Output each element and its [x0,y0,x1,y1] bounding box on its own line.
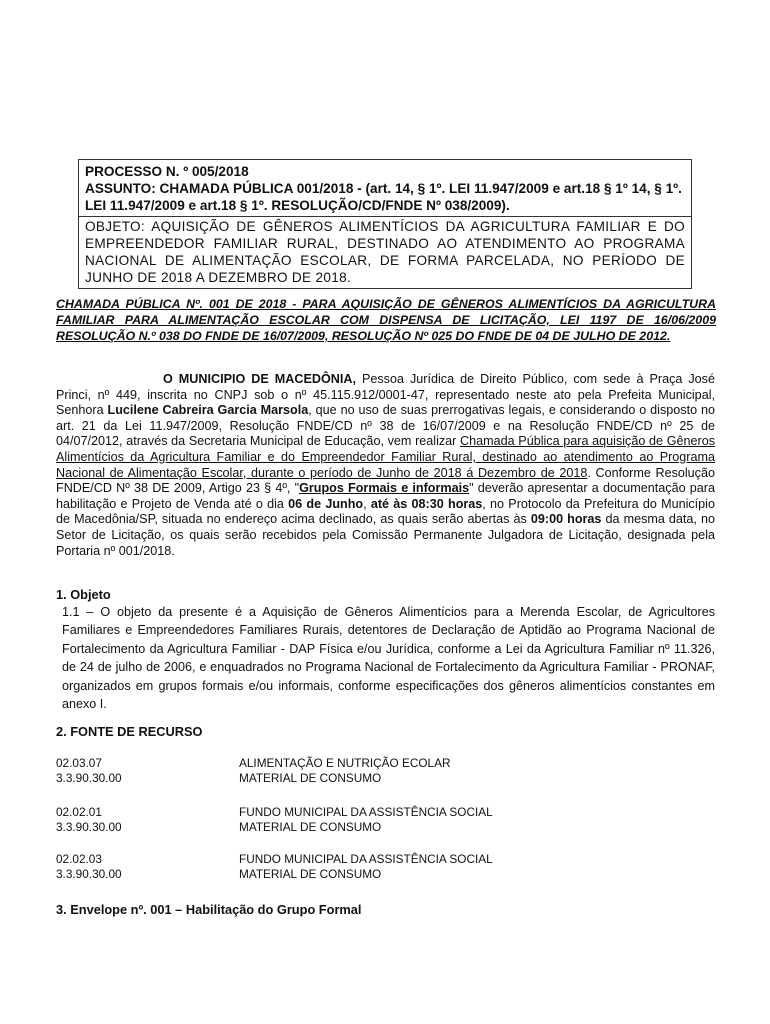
prefeita-name: Lucilene Cabreira Garcia Marsola [107,403,309,418]
fund-description: FUNDO MUNICIPAL DA ASSISTÊNCIA SOCIAL [239,805,493,819]
fund-code: 02.03.07 [56,756,102,770]
fund-element-description: MATERIAL DE CONSUMO [239,771,382,785]
fund-element-code: 3.3.90.30.00 [56,771,122,785]
fund-code: 02.02.03 [56,852,102,866]
intro-text-4: " deverão apresentar a documentação para habilitação e Projeto de Venda até o dia [56,481,715,511]
objeto-text: OBJETO: AQUISIÇÃO DE GÊNEROS ALIMENTÍCIOS DA AGRICULTURA FAMILIAR E DO EMPREENDEDOR FAMILIAR RURAL, DESTINADO AO ATENDIMENTO AO PROGRAMA NACIONAL DE ALIMENTAÇÃO ESCOLAR, DE FORMA PARCELADA, NO PERÍODO DE JUNHO DE 2018 A DEZEMBRO DE 2018. [85,219,685,285]
fund-element-code: 3.3.90.30.00 [56,820,122,834]
fund-element-description: MATERIAL DE CONSUMO [239,867,382,881]
fund-description: ALIMENTAÇÃO E NUTRIÇÃO ECOLAR [239,756,451,770]
intro-text-1: Pessoa Jurídica de Direito Público, com sede à Praça José Princi, nº 449, inscrita no CNPJ sob o nº 45.115.912/0001-47, representado neste ato pela Prefeita Municipal, Senhora [56,372,715,418]
intro-paragraph [56,372,715,559]
intro-text-5: , [363,496,371,511]
intro-text-7: da mesma data, no Setor de Licitação, os quais serão recebidos pela Comissão Permanente Julgadora de Licitação, designada pela Portaria nº 001/2018. [56,512,716,558]
intro-text-2: , que no uso de suas prerrogativas legais, e considerando o disposto no art. 21 da Lei 11.947/2009, Resolução FNDE/CD nº 38 de 16/07/2009 e na Resolução FNDE/CD nº 25 de 04/07/2012, através da Secretaria Municipal de Educação, vem realizar [56,403,715,449]
section-2-heading: 2. FONTE DE RECURSO [56,724,203,739]
municipio-name: O MUNICIPIO DE MACEDÔNIA, [163,372,356,386]
section-1-text: 1.1 – O objeto da presente é a Aquisição de Gêneros Alimentícios para a Merenda Escolar, de Agricultores Familiares e Empreendedores Familiares Rurais, detentores de Declaração de Aptidão ao Programa Nacional de Fortalecimento da Agricultura Familiar - DAP Física e/ou Jurídica, conforme a Lei da Agricultura Familiar nº 11.326, de 24 de julho de 2006, e enquadrados no Programa Nacional de Fortalecimento da Agricultura Familiar - PRONAF, organizados em grupos formais e/ou informais, conforme especificações dos gêneros alimentícios constantes em anexo I. [62,605,715,712]
assunto-text: ASSUNTO: CHAMADA PÚBLICA 001/2018 - (art. 14, § 1º. LEI 11.947/2009 e art.18 § 1º 14, § 1º. LEI 11.947/2009 e art.18 § 1º. RESOLUÇÃO/CD/FNDE Nº 038/2009). [85,181,682,213]
chamada-title: CHAMADA PÚBLICA Nº. 001 DE 2018 - PARA AQUISIÇÃO DE GÊNEROS ALIMENTÍCIOS DA AGRICULTURA FAMILIAR PARA ALIMENTAÇÃO ESCOLAR COM DISPENSA DE LICITAÇÃO, LEI 1197 DE 16/06/2009 RESOLUÇÃO N.º 038 DO FNDE DE 16/07/2009, RESOLUÇÃO Nº 025 DO FNDE DE 04 DE JULHO DE 2012. [56,297,716,343]
section-1-heading: 1. Objeto [56,587,111,602]
header-box [78,159,692,289]
opening-time: 09:00 horas [530,512,602,527]
fund-code: 02.02.01 [56,805,102,819]
deadline-date: 06 de Junho [288,496,364,511]
section-3-heading: 3. Envelope nº. 001 – Habilitação do Grupo Formal [56,902,362,917]
deadline-time: até às 08:30 horas [370,496,483,511]
fund-element-code: 3.3.90.30.00 [56,867,122,881]
grupos-label: Grupos Formais e informais [299,481,470,496]
processo-number: PROCESSO N. º 005/2018 [85,164,249,179]
intro-text-3: . Conforme Resolução FNDE/CD Nº 38 DE 2009, Artigo 23 § 4º, " [56,465,715,496]
fund-element-description: MATERIAL DE CONSUMO [239,820,382,834]
header-top [79,160,691,217]
fund-description: FUNDO MUNICIPAL DA ASSISTÊNCIA SOCIAL [239,852,493,866]
chamada-description: Chamada Pública para aquisição de Gêneros Alimentícios da Agricultura Familiar e do Empreendedor Familiar Rural, destinado ao atendimento ao Programa Nacional de Alimentação Escolar, durante o período de Junho de 2018 á Dezembro de 2018 [56,434,715,480]
intro-text-6: , no Protocolo da Prefeitura do Município de Macedônia/SP, situada no endereço acima declinado, as quais serão abertas às [56,496,715,527]
